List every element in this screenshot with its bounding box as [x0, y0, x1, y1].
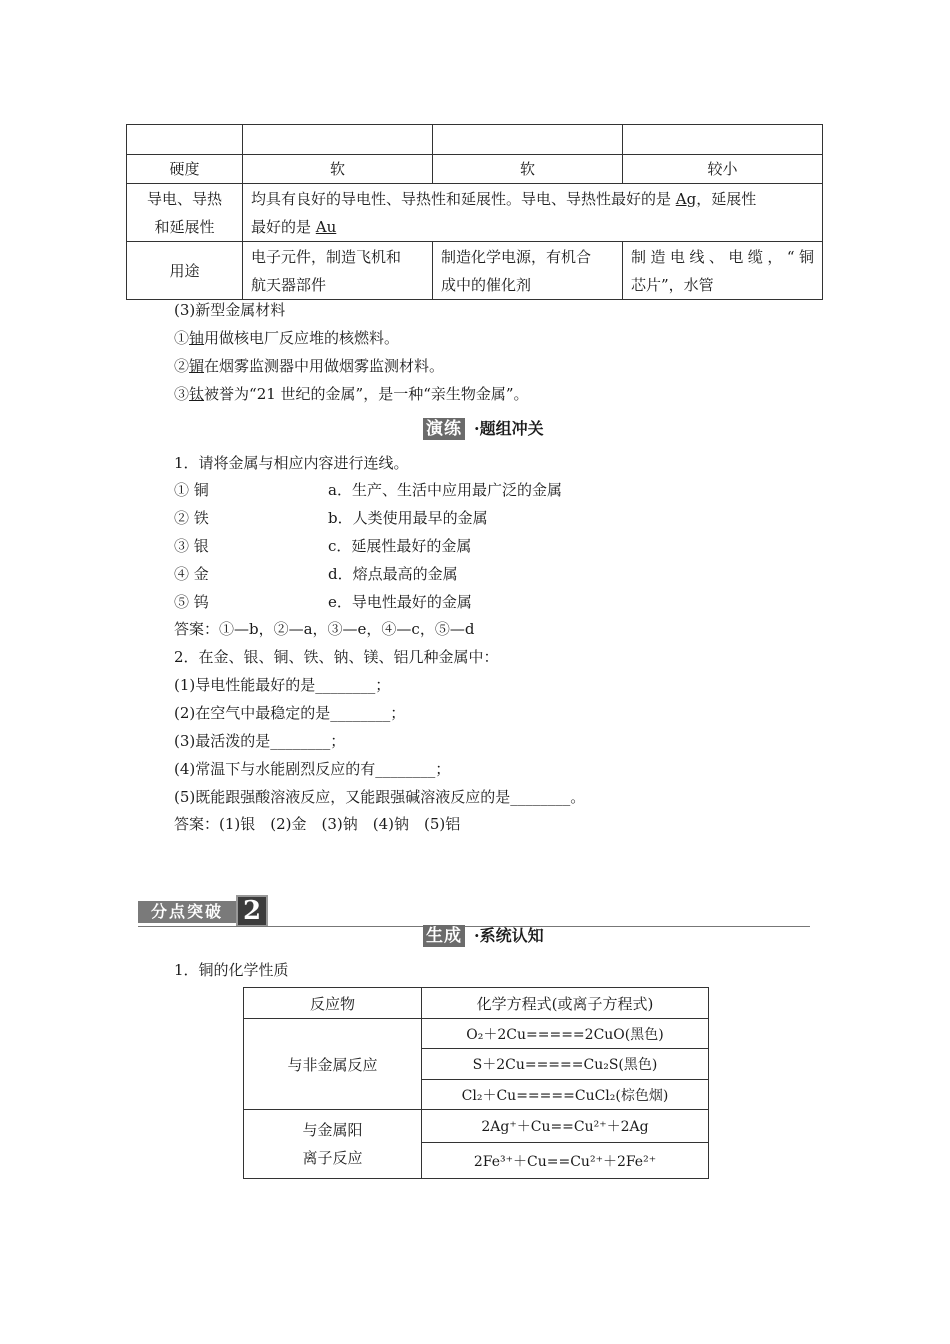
table-cell: 较小 — [623, 155, 823, 184]
table-cell: 软 — [243, 155, 433, 184]
item-number: ③ — [174, 385, 190, 403]
match-right: c．延展性最好的金属 — [328, 537, 472, 555]
table-cell — [243, 242, 433, 300]
table-cell — [243, 125, 433, 155]
equation-cell: 2Ag⁺＋Cu==Cu²⁺＋2Ag — [422, 1110, 709, 1143]
metal-name: 铀 — [189, 329, 205, 347]
question-part: (4)常温下与水能剧烈反应的有________； — [174, 760, 451, 778]
table-cell — [623, 242, 823, 300]
table-cell: 软 — [433, 155, 623, 184]
cell-text: 最好的是 — [251, 217, 316, 236]
item-number: ② — [174, 357, 190, 375]
list-item — [174, 384, 529, 404]
match-right: e．导电性最好的金属 — [328, 593, 472, 611]
table-row — [244, 1019, 709, 1049]
question-part: (1)导电性能最好的是________； — [174, 676, 391, 694]
metal-name: 钛 — [189, 385, 205, 403]
generate-badge: 生成 — [423, 925, 465, 947]
row-label-line: 和延展性 — [154, 217, 215, 236]
match-right: b．人类使用最早的金属 — [328, 509, 488, 527]
row-label: 硬度 — [127, 155, 243, 184]
table-row — [127, 184, 823, 242]
section-title: (3)新型金属材料 — [174, 301, 286, 319]
reactant-line: 与金属阳 — [302, 1121, 363, 1139]
copper-reactions-table — [243, 987, 709, 1179]
answer: 答案：①—b，②—a，③—e，④—c，⑤—d — [174, 620, 475, 638]
silver-symbol: Ag — [675, 189, 697, 208]
question-part: (3)最活泼的是________； — [174, 732, 346, 750]
item-text: 用做核电厂反应堆的核燃料。 — [204, 329, 400, 347]
cell-line: 航天器部件 — [251, 275, 327, 294]
cell-line: 制造化学电源，有机合 — [441, 247, 592, 266]
match-right: d．熔点最高的金属 — [328, 565, 458, 583]
table-header-row — [244, 988, 709, 1019]
question-stem: 2．在金、银、铜、铁、钠、镁、铝几种金属中： — [174, 648, 499, 666]
gold-symbol: Au — [315, 217, 337, 236]
question-part: (2)在空气中最稳定的是________； — [174, 704, 406, 722]
question-stem: 1．请将金属与相应内容进行连线。 — [174, 454, 409, 472]
item-text: 被誉为“21 世纪的金属”，是一种“亲生物金属”。 — [204, 385, 529, 403]
reactant-cell: 与非金属反应 — [244, 1019, 422, 1110]
table-cell — [433, 125, 623, 155]
row-label: 用途 — [127, 242, 243, 300]
list-item — [174, 328, 399, 348]
reactant-cell — [244, 1110, 422, 1179]
row-label-line: 导电、导热 — [146, 189, 222, 208]
header-cell: 化学方程式(或离子方程式) — [422, 988, 709, 1019]
item-text: 在烟雾监测器中用做烟雾监测材料。 — [204, 357, 445, 375]
generate-heading: ·系统认知 — [474, 926, 544, 945]
item-number: ① — [174, 329, 190, 347]
cell-text: ，延展性 — [696, 189, 757, 208]
reactant-line: 离子反应 — [302, 1149, 363, 1167]
table-row — [127, 242, 823, 300]
answer: 答案：(1)银 (2)金 (3)钠 (4)钠 (5)铝 — [174, 815, 461, 833]
equation-cell: Cl₂＋Cu=====CuCl₂(棕色烟) — [422, 1080, 709, 1110]
drill-heading: ·题组冲关 — [474, 419, 544, 438]
section-number: 2 — [236, 895, 268, 927]
match-left: ① 铜 — [174, 481, 209, 499]
question-part: (5)既能跟强酸溶液反应，又能跟强碱溶液反应的是________。 — [174, 788, 586, 806]
table-cell — [433, 242, 623, 300]
table-row — [127, 155, 823, 184]
metal-name: 镅 — [189, 357, 205, 375]
equation-cell: O₂＋2Cu=====2CuO(黑色) — [422, 1019, 709, 1049]
table-row — [244, 1110, 709, 1143]
section-title: 1．铜的化学性质 — [174, 961, 289, 979]
section-label: 分点突破 — [138, 901, 236, 923]
cell-line: 电子元件，制造飞机和 — [251, 247, 402, 266]
match-left: ③ 银 — [174, 537, 209, 555]
list-item — [174, 356, 444, 376]
match-right: a．生产、生活中应用最广泛的金属 — [328, 481, 562, 499]
equation-cell: S＋2Cu=====Cu₂S(黑色) — [422, 1049, 709, 1080]
cell-text: 均具有良好的导电性、导热性和延展性。导电、导热性最好的是 — [251, 189, 676, 208]
cell-line: 制造电线、电缆，“铜 — [631, 247, 814, 266]
match-left: ④ 金 — [174, 565, 209, 583]
cell-line: 成中的催化剂 — [441, 275, 532, 294]
metal-properties-table — [126, 124, 823, 300]
table-header-row — [127, 125, 823, 155]
match-left: ② 铁 — [174, 509, 209, 527]
cell-line: 芯片”，水管 — [631, 275, 714, 294]
drill-badge: 演练 — [423, 418, 465, 440]
table-cell — [243, 184, 823, 242]
row-label — [127, 184, 243, 242]
table-cell — [127, 125, 243, 155]
match-left: ⑤ 钨 — [174, 593, 209, 611]
equation-cell: 2Fe³⁺＋Cu==Cu²⁺＋2Fe²⁺ — [422, 1143, 709, 1179]
header-cell: 反应物 — [244, 988, 422, 1019]
section-banner — [138, 895, 278, 925]
table-cell — [623, 125, 823, 155]
